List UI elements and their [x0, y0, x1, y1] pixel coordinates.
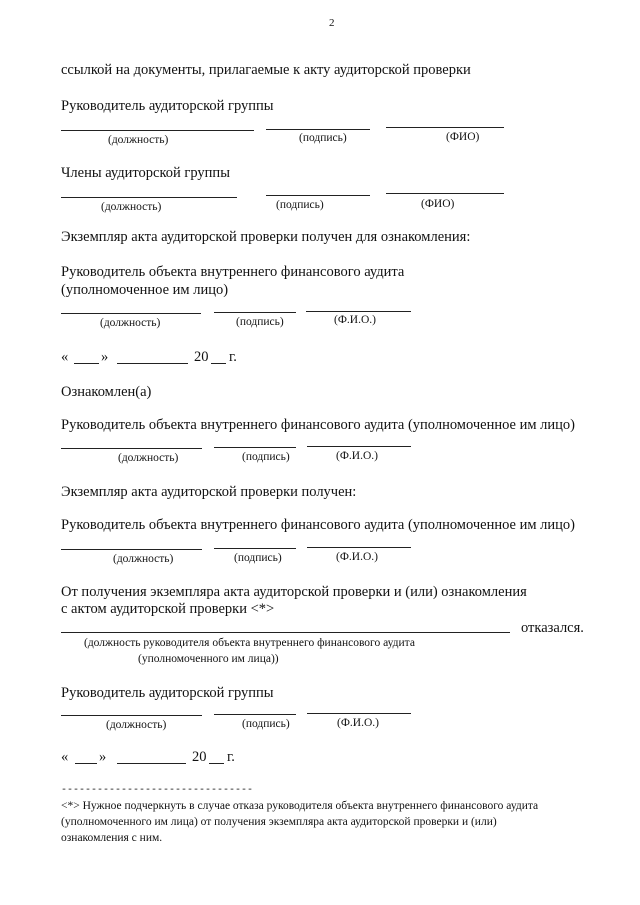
position-label: (должность) [100, 317, 161, 329]
date-close-quote: » [101, 349, 109, 365]
position-label: (должность) [118, 452, 179, 464]
intro-text: ссылкой на документы, прилагаемые к акту аудиторской проверки [61, 62, 471, 78]
page-number: 2 [329, 17, 335, 29]
signature-label: (подпись) [242, 451, 290, 463]
signature-label: (подпись) [299, 132, 347, 144]
date-year: 20 [192, 749, 207, 765]
full-name-line [307, 446, 411, 447]
position-label: (должность) [106, 719, 167, 731]
position-line [61, 549, 202, 550]
date-year-suffix: г. [229, 349, 237, 365]
position-label: (должность) [108, 134, 169, 146]
position-line [61, 313, 201, 314]
receipt-for-review-text: Экземпляр акта аудиторской проверки получен для ознакомления: [61, 229, 471, 245]
year-line [211, 363, 226, 364]
signature-label: (подпись) [234, 552, 282, 564]
day-line [74, 363, 99, 364]
date-open-quote: « [61, 349, 69, 365]
date-year: 20 [194, 349, 209, 365]
refusal-position-line [61, 632, 510, 633]
refusal-caption-line2: (уполномоченного им лица)) [138, 653, 279, 665]
full-name-label: (ФИО) [446, 131, 480, 143]
refusal-caption-line1: (должность руководителя объекта внутреннего финансового аудита [84, 637, 415, 649]
position-line [61, 130, 254, 131]
signature-line [266, 195, 370, 196]
signature-label: (подпись) [276, 199, 324, 211]
refused-text: отказался. [521, 620, 584, 636]
date-year-suffix: г. [227, 749, 235, 765]
signature-line [214, 548, 296, 549]
footnote-line2: (уполномоченного им лица) от получения экземпляра акта аудиторской проверки и (или) [61, 816, 497, 828]
signature-label: (подпись) [236, 316, 284, 328]
day-line [75, 763, 97, 764]
refusal-text-line2: с актом аудиторской проверки <*> [61, 601, 275, 617]
full-name-line [307, 713, 411, 714]
date-open-quote: « [61, 749, 69, 765]
position-line [61, 197, 237, 198]
footnote-line3: ознакомления с ним. [61, 832, 163, 844]
position-label: (должность) [101, 201, 162, 213]
audit-group-head-heading: Руководитель аудиторской группы [61, 685, 274, 701]
audit-group-members-heading: Члены аудиторской группы [61, 165, 230, 181]
full-name-line [386, 127, 504, 128]
position-line [61, 448, 202, 449]
signature-label: (подпись) [242, 718, 290, 730]
acquainted-text: Ознакомлен(а) [61, 384, 152, 400]
full-name-label: (Ф.И.О.) [337, 717, 379, 729]
footnote-separator: -------------------------------- [61, 785, 254, 796]
signature-line [214, 312, 296, 313]
signature-line [266, 129, 370, 130]
object-head-heading: Руководитель объекта внутреннего финансового аудита (уполномоченное им лицо) [61, 417, 575, 433]
position-label: (должность) [113, 553, 174, 565]
full-name-label: (ФИО) [421, 198, 455, 210]
object-head-heading: Руководитель объекта внутреннего финансового аудита [61, 264, 405, 280]
footnote-line1: <*> Нужное подчеркнуть в случае отказа руководителя объекта внутреннего финансового аудита [61, 800, 539, 812]
object-head-heading: Руководитель объекта внутреннего финансового аудита (уполномоченное им лицо) [61, 517, 575, 533]
refusal-text-line1: От получения экземпляра акта аудиторской проверки и (или) ознакомления [61, 584, 527, 600]
year-line [209, 763, 224, 764]
position-line [61, 715, 202, 716]
full-name-label: (Ф.И.О.) [334, 314, 376, 326]
full-name-line [386, 193, 504, 194]
object-head-heading-sub: (уполномоченное им лицо) [61, 282, 229, 298]
full-name-line [307, 547, 411, 548]
receipt-text: Экземпляр акта аудиторской проверки получен: [61, 484, 357, 500]
signature-line [214, 447, 296, 448]
month-line [117, 763, 186, 764]
full-name-line [306, 311, 411, 312]
full-name-label: (Ф.И.О.) [336, 450, 378, 462]
month-line [117, 363, 188, 364]
signature-line [214, 714, 296, 715]
audit-group-head-heading: Руководитель аудиторской группы [61, 98, 274, 114]
full-name-label: (Ф.И.О.) [336, 551, 378, 563]
date-close-quote: » [99, 749, 107, 765]
